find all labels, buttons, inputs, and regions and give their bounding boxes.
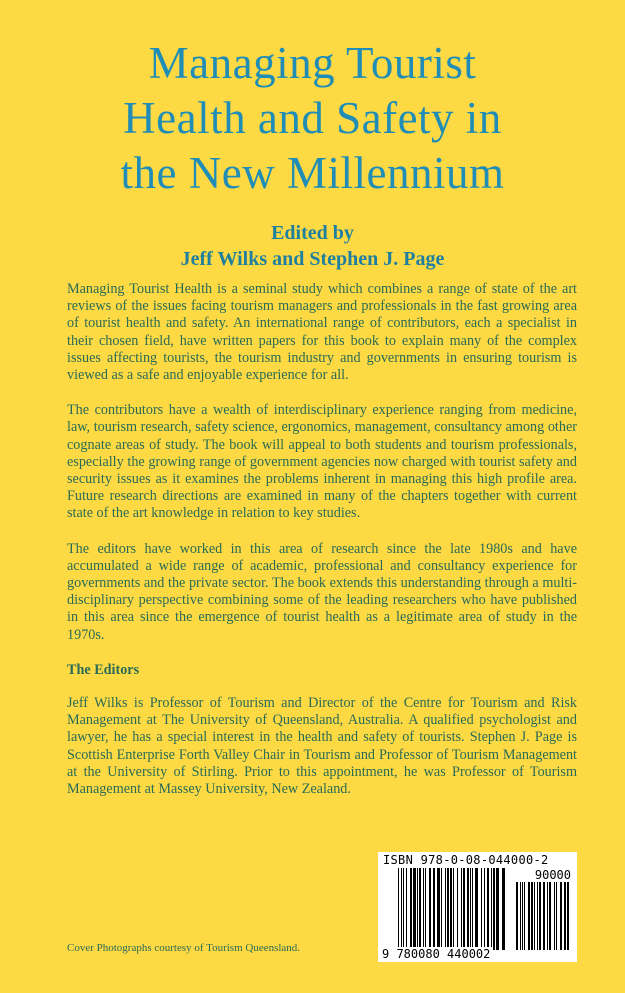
addon-bar — [539, 882, 541, 950]
barcode-bar — [502, 868, 505, 950]
barcode-bar — [406, 868, 407, 950]
title-line: Health and Safety in — [123, 93, 502, 143]
isbn-text: ISBN 978-0-08-044000-2 — [383, 853, 549, 867]
photo-credit: Cover Photographs courtesy of Tourism Queensland. — [67, 942, 301, 954]
barcode-bar — [429, 868, 431, 950]
barcode-bar — [419, 868, 421, 950]
book-title — [0, 36, 625, 201]
barcode-bar — [484, 868, 485, 950]
barcode-bar — [461, 868, 462, 950]
barcode-bar — [441, 868, 442, 950]
edited-by-label: Edited by — [271, 222, 354, 244]
barcode-digits: 9 780080 440002 — [382, 947, 491, 961]
barcode-bar — [493, 868, 495, 950]
barcode-bar — [450, 868, 452, 950]
addon-bar — [531, 882, 533, 950]
blurb-paragraph: Managing Tourist Health is a seminal study which combines a range of state of the art reviews of the issues facing tourism managers and professionals in the fast growing area of tourist health and safety. An international range of contributors, each a specialist in their chosen field, have written papers for this book to explain many of the complex issues affecting tourists, the tourism industry and governments in ensuring tourism is viewed as a safe and enjoyable experience for all. — [67, 281, 577, 384]
addon-bar — [534, 882, 535, 950]
addon-bar — [554, 882, 555, 950]
addon-bar — [516, 882, 518, 950]
barcode-bar — [491, 868, 492, 950]
barcode-bar — [457, 868, 458, 950]
barcode-bar — [472, 868, 473, 950]
barcode-bar — [453, 868, 454, 950]
addon-bar — [560, 882, 562, 950]
barcode-bar — [401, 868, 402, 950]
title-line: Managing Tourist — [148, 38, 477, 88]
barcode-bar — [470, 868, 471, 950]
addon-bar — [543, 882, 545, 950]
addon-bar — [556, 882, 557, 950]
editors-bio: Jeff Wilks is Professor of Tourism and Director of the Centre for Tourism and Risk Management at The University of Queensland, Australia. A qualified psychologist and lawyer, he has a special interest in the health and safety of tourists. Stephen J. Page is Scottish Enterprise Forth Valley Chair in Tourism and Professor of Tourism Management at the University of Stirling. Prior to this appointment, he was Professor of Tourism Management at Massey University, New Zealand. — [67, 695, 577, 798]
barcode-bar — [425, 868, 426, 950]
addon-bar — [549, 882, 551, 950]
barcode-bar — [403, 868, 404, 950]
barcode-bar — [433, 868, 435, 950]
barcode-bar — [481, 868, 482, 950]
editors-credit — [0, 220, 625, 272]
isbn-barcode — [378, 852, 577, 962]
barcode-bar — [417, 868, 418, 950]
addon-bar — [522, 882, 523, 950]
addon-bar — [564, 882, 566, 950]
barcode-bar — [447, 868, 449, 950]
blurb — [67, 281, 577, 816]
barcode-bar — [410, 868, 412, 950]
addon-bar — [537, 882, 538, 950]
addon-bar — [547, 882, 548, 950]
editors-heading: The Editors — [67, 661, 140, 678]
title-line: the New Millennium — [120, 148, 505, 198]
addon-bar — [524, 882, 525, 950]
barcode-bar — [463, 868, 465, 950]
addon-bar — [528, 882, 530, 950]
barcode-bar — [445, 868, 446, 950]
barcode-bar — [423, 868, 424, 950]
barcode-bar — [467, 868, 469, 950]
editor-names: Jeff Wilks and Stephen J. Page — [180, 248, 445, 270]
addon-bar — [520, 882, 521, 950]
blurb-paragraph: The editors have worked in this area of research since the late 1980s and have accumulated a wide range of academic, professional and consultancy experience for governments and the private sector. The book extends this understanding through a multi-disciplinary perspective combining some of the leading researchers who have published in this area since the emergence of tourist health as a legitimate area of study in the 1970s. — [67, 540, 577, 643]
barcode-bar — [398, 868, 399, 950]
barcode-bar — [487, 868, 489, 950]
barcode-bar — [437, 868, 440, 950]
price-addon: 90000 — [534, 868, 571, 882]
barcode-bar — [413, 868, 416, 950]
barcode-bar — [475, 868, 478, 950]
barcode-bar — [496, 868, 499, 950]
blurb-paragraph: The contributors have a wealth of interdisciplinary experience ranging from medicine, law, tourism research, safety science, ergonomics, management, consultancy among other cognate areas of study. The book will appeal to both students and tourism professionals, especially the growing range of government agencies now charged with tourist safety and security issues as it examines the problems inherent in managing this high profile area. Future research directions are examined in many of the chapters together with current state of the art knowledge in relation to key studies. — [67, 402, 577, 522]
addon-bar — [567, 882, 569, 950]
